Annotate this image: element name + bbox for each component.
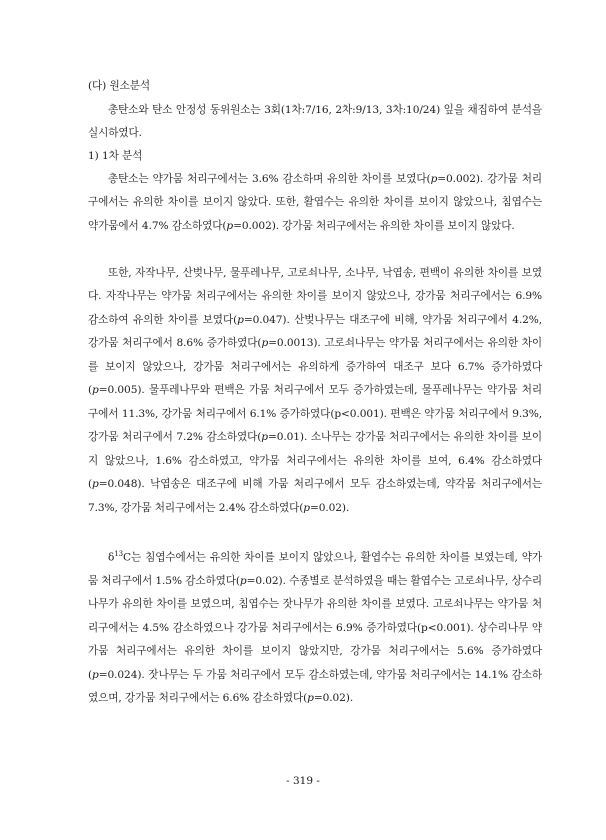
section-heading: (다) 원소분석 <box>88 80 151 92</box>
paragraph-species: 또한, 자작나무, 산벚나무, 물푸레나무, 고로쇠나무, 소나무, 낙엽송, 편백이 유의한 차이를 보였다. 자작나무는 약가뭄 처리구에서는 유의한 차이를 보이지 않았으나, 강가뭄 처리구에서는 6.9% 감소하여 유의한 차이를 보였다(p=0.047). 산벚나무는 대조구에 비해, 약가뭄 처리구에서 4.2%, 강가뭄 처리구에서 8.6% 증가하였다(p=0.0013). 고로쇠나무는 약가뭄 처리구에서는 유의한 차이를 보이지 않았으나, 강가뭄 처리구에서는 유의하게 증가하여 대조구 보다 6.7% 증가하였다(p=0.005). 물푸레나무와 편백은 가뭄 처리구에서 모두 증가하였는데, 물푸레나무는 약가뭄 처리구에서 11.3%, 강가뭄 처리구에서 6.1% 증가하였다(p<0.001). 편백은 약가뭄 처리구에서 9.3%, 강가뭄 처리구에서 7.2% 감소하였다(p=0.01). 소나무는 강가뭄 처리구에서는 유의한 차이를 보이지 않았으나, 1.6% 감소하였고, 약가뭄 처리구에서는 유의한 차이를 보여, 6.4% 감소하였다(p=0.048). 낙엽송은 대조구에 비해 가뭄 처리구에서 모두 감소하였는데, 약각뭄 처리구에서는 7.3%, 강가뭄 처리구에서는 2.4% 감소하였다(p=0.02). <box>88 267 542 514</box>
page-number: - 319 - <box>286 775 320 787</box>
paragraph-delta13c: $\delta^{13}C$는 침엽수에서는 유의한 차이를 보이지 않았으나, 활엽수는 유의한 차이를 보였는데, 약가뭄 처리구에서 1.5% 감소하였다(p=0.02). 수종별로 분석하였을 때는 활엽수는 고로쇠나무, 상수리나무가 유의한 차이를 보였으며, 침엽수는 잣나무가 유의한 차이를 보였다. 고로쇠나무는 약가뭄 처리구에서는 4.5% 감소하였으나 강가뭄 처리구에서는 6.9% 증가하였다(p<0.001). 상수리나무 약가뭄 처리구에서는 유의한 차이를 보이지 않았지만, 강가뭄 처리구에서는 5.6% 증가하였다(p=0.024). 잣나무는 두 가뭄 처리구에서 모두 감소하였는데, 약가뭄 처리구에서는 14.1% 감소하였으며, 강가뭄 처리구에서는 6.6% 감소하였다(p=0.02). <box>88 550 542 705</box>
intro-paragraph: 총탄소와 탄소 안정성 동위원소는 3회(1차:7/16, 2차:9/13, 3차:10/24) 잎을 채집하여 분석을 실시하였다. <box>88 104 542 140</box>
paragraph-total-carbon: 총탄소는 약가뭄 처리구에서는 3.6% 감소하며 유의한 차이를 보였다(p=0.002). 강가뭄 처리구에서는 유의한 차이를 보이지 않았다. 또한, 활엽수는 유의한 차이를 보이지 않았으나, 침엽수는 약가뭄에서 4.7% 감소하였다(p=0.002). 강가뭄 처리구에서는 유의한 차이를 보이지 않았다. <box>88 173 542 232</box>
sub-heading: 1) 1차 분석 <box>88 150 143 162</box>
